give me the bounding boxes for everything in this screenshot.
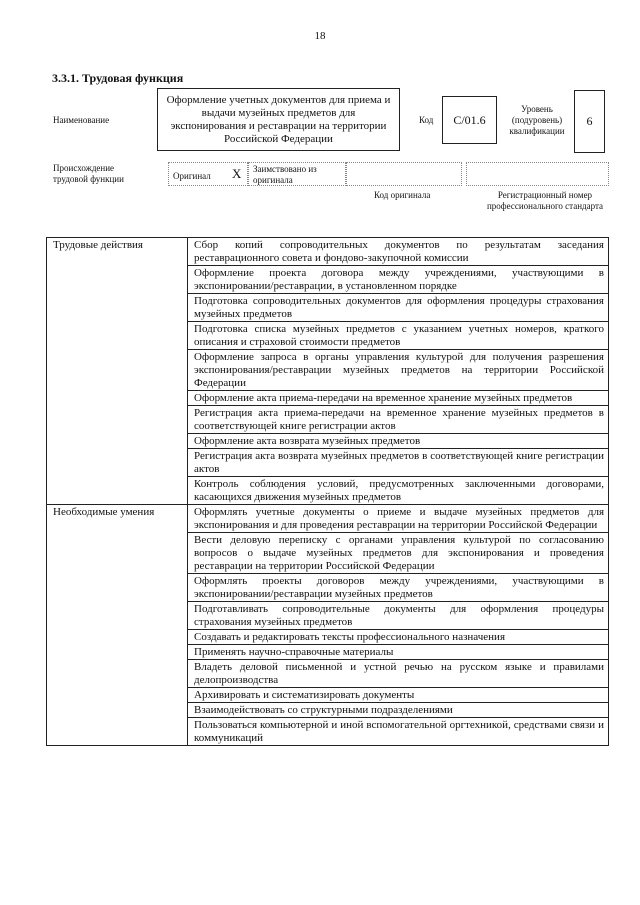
table-cell-item: Вести деловую переписку с органами управления культурой по согласованию вопросов о выдаче музейных предметов для экспонирования и проведения реставрации на территории Российской Федерации xyxy=(188,533,609,574)
section-heading: Трудовые действия xyxy=(47,238,188,505)
table-cell-item: Подготовка списка музейных предметов с указанием учетных номеров, краткого описания и страховой стоимости предметов xyxy=(188,322,609,350)
code-box xyxy=(442,96,497,144)
name-label: Наименование xyxy=(53,115,110,125)
code-label: Код xyxy=(419,115,434,125)
section-heading: Необходимые умения xyxy=(47,505,188,746)
table-cell-item: Пользоваться компьютерной и иной вспомогательной оргтехникой, средствами связи и коммуникаций xyxy=(188,718,609,746)
table-row xyxy=(47,505,609,533)
table-cell-item: Архивировать и систематизировать документы xyxy=(188,688,609,703)
table-cell-item: Оформлять проекты договоров между учреждениями, участвующими в экспонировании/реставрации музейных предметов xyxy=(188,574,609,602)
table-cell-item: Регистрация акта возврата музейных предметов в соответствующей книге регистрации актов xyxy=(188,449,609,477)
function-name-value: Оформление учетных документов для приема и выдачи музейных предметов для экспонирования и реставрации на территории Российской Федерации xyxy=(166,93,391,145)
level-box xyxy=(574,90,605,153)
table-cell-item: Оформление проекта договора между учреждениями, участвующими в экспонировании/реставрации, в установленном порядке xyxy=(188,266,609,294)
table-cell-item: Подготовка сопроводительных документов для оформления процедуры страхования музейных предметов xyxy=(188,294,609,322)
code-value: С/01.6 xyxy=(453,112,486,127)
table-cell-item: Сбор копий сопроводительных документов по результатам заседания реставрационного совета и фондово-закупочной комиссии xyxy=(188,238,609,266)
table-cell-item: Регистрация акта приема-передачи на временное хранение музейных предметов в соответствующей книге регистрации актов xyxy=(188,406,609,434)
table-cell-item: Подготавливать сопроводительные документы для оформления процедуры страхования музейных предметов xyxy=(188,602,609,630)
function-name-box xyxy=(157,88,400,151)
table-cell-item: Контроль соблюдения условий, предусмотренных заключенными договорами, касающихся движения музейных предметов xyxy=(188,477,609,505)
original-label: Оригинал xyxy=(173,171,211,181)
original-mark: X xyxy=(232,166,242,181)
function-table xyxy=(46,237,609,746)
borrowed-label: Заимствовано из оригинала xyxy=(253,164,317,185)
table-cell-item: Применять научно-справочные материалы xyxy=(188,645,609,660)
table-cell-item: Оформление акта возврата музейных предметов xyxy=(188,434,609,449)
table-cell-item: Оформление акта приема-передачи на временное хранение музейных предметов xyxy=(188,391,609,406)
reg-number-cell xyxy=(466,162,609,186)
table-cell-item: Создавать и редактировать тексты профессионального назначения xyxy=(188,630,609,645)
table-cell-item: Владеть деловой письменной и устной речью на русском языке и правилами делопроизводства xyxy=(188,660,609,688)
level-label: Уровень (подуровень) квалификации xyxy=(509,104,565,136)
page-number: 18 xyxy=(314,30,326,42)
code-original-caption: Код оригинала xyxy=(374,190,431,200)
origin-label: Происхождение трудовой функции xyxy=(53,163,124,184)
level-value: 6 xyxy=(586,114,593,128)
table-cell-item: Оформлять учетные документы о приеме и выдаче музейных предметов для экспонирования и для проведения реставрации на территории Российской Федерации xyxy=(188,505,609,533)
table-row xyxy=(47,238,609,266)
section-title: 3.3.1. Трудовая функция xyxy=(52,71,184,85)
table-cell-item: Оформление запроса в органы управления культурой для получения разрешения экспонирования/реставрации музейных предметов на территории Российской Федерации xyxy=(188,350,609,391)
table-cell-item: Взаимодействовать со структурными подразделениями xyxy=(188,703,609,718)
reg-number-caption: Регистрационный номер профессионального стандарта xyxy=(486,190,604,211)
code-original-cell xyxy=(346,162,462,186)
